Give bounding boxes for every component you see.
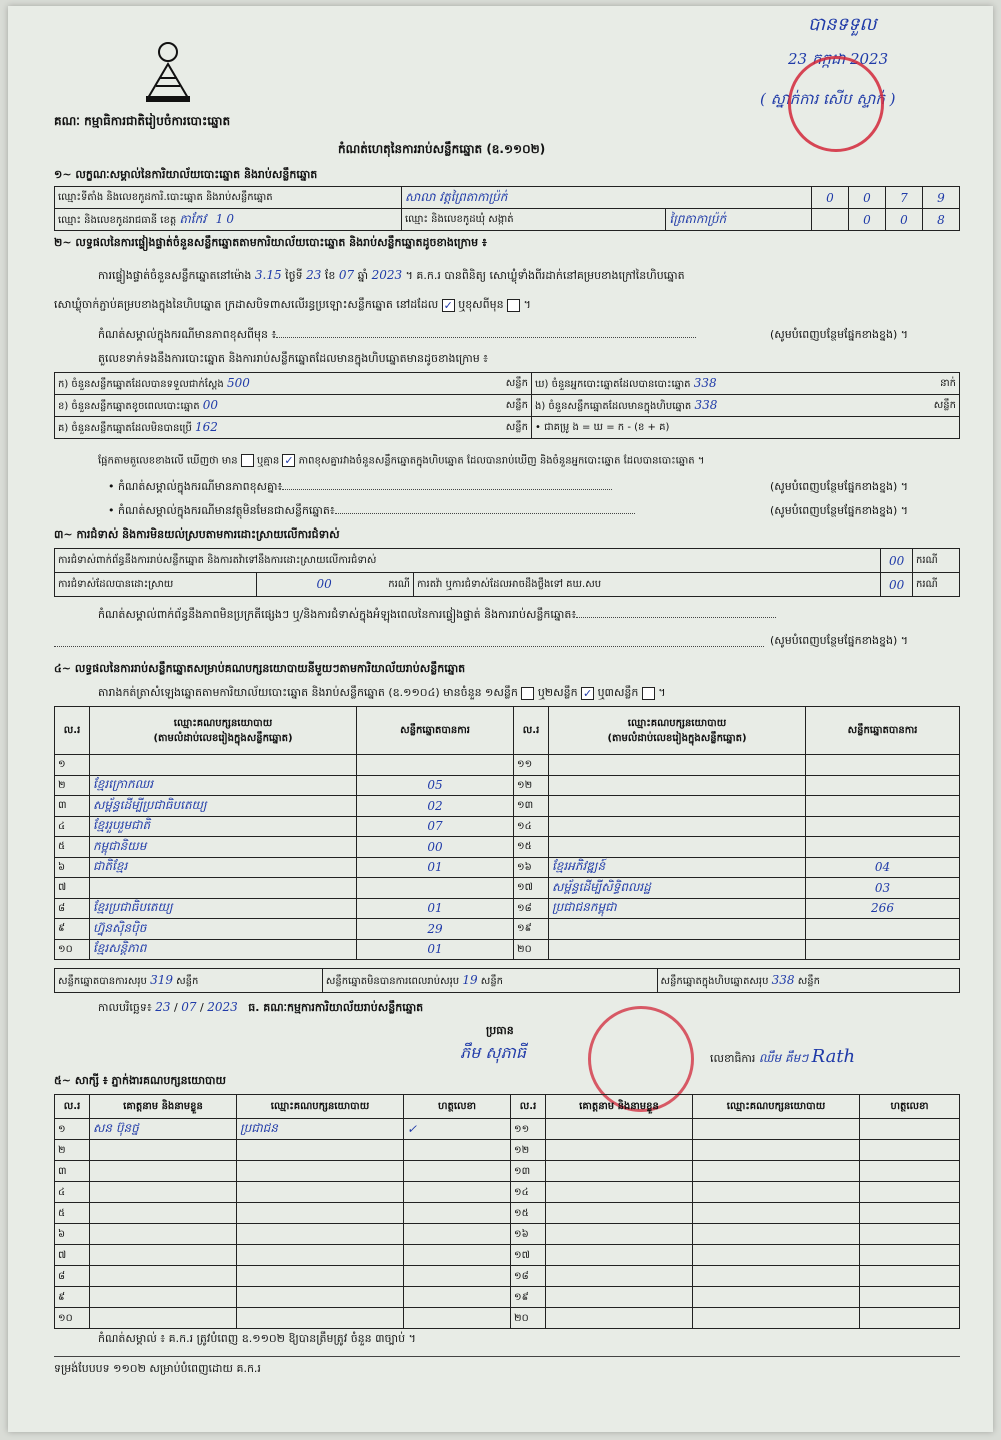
month-value: 07 [338, 268, 355, 282]
figures-table [54, 372, 960, 439]
party-name [549, 919, 806, 940]
row-number: ៤ [55, 816, 90, 837]
col-signature: ហត្ថលេខា [860, 1095, 960, 1119]
table-row [55, 1161, 960, 1182]
unit-case: ករណី [913, 573, 960, 597]
table-row [55, 919, 960, 940]
received-note: ( ស្នាក់ការ សើប ស្ទាក់ ) [760, 90, 896, 108]
year-value: 2023 [371, 268, 403, 282]
chair-label: ប្រធាន [486, 1024, 514, 1037]
party-name [90, 878, 357, 899]
tally-sheets-line: តារាងកត់ត្រាសំឡេងឆ្នោតតាមការិយាល័យបោះឆ្នោត និងរាប់សន្លឹកឆ្នោត (ឧ.១១០៤) មានចំនួន ១សន្លឹក ឬ២សន្លឹក ✓ ឬ៣សន្លឹក ។ [98, 686, 666, 700]
witness-name [90, 1203, 237, 1224]
vote-count [806, 796, 960, 817]
vote-count [806, 919, 960, 940]
col-party: ឈ្មោះគណបក្សនយោបាយ (តាមលំដាប់លេខរៀងក្នុងសន្លឹកឆ្នោត) [549, 707, 806, 755]
witness-party [693, 1182, 860, 1203]
table-row [55, 878, 960, 899]
row-number: ១៦ [511, 1224, 546, 1245]
col-no: ល.រ [55, 1095, 90, 1119]
difference-check-line: ផ្អែកតាមតួលេខខាងលើ ឃើញថា មាន ឬគ្មាន ✓ ភាពខុសគ្នារវាងចំនួនសន្លឹកឆ្នោតក្នុងហិបឆ្នោត ដែលបានរាប់ឃើញ និងចំនួនអ្នកបោះឆ្នោត ដែលបានបោះឆ្នោត ។ [98, 454, 705, 467]
unit-case: ករណី [913, 549, 960, 573]
row-number: ១៩ [511, 1287, 546, 1308]
row-number: ២ [55, 775, 90, 796]
witness-signature [404, 1182, 511, 1203]
row-number: ៥ [55, 837, 90, 858]
row-number: ១៩ [514, 919, 549, 940]
row-number: ៨ [55, 898, 90, 919]
vote-count: 01 [357, 857, 514, 878]
no-difference-checkbox[interactable]: ✓ [284, 454, 294, 467]
resolved-label: ការជំទាស់ដែលបានដោះស្រាយ [55, 573, 257, 597]
row-number: ៣ [55, 1161, 90, 1182]
table-row [55, 816, 960, 837]
witness-signature [404, 1308, 511, 1329]
witness-name [546, 1266, 693, 1287]
witness-signature [860, 1224, 960, 1245]
col-name: គោត្តនាម និងនាមខ្លួន [90, 1095, 237, 1119]
time-value: 3.15 [254, 268, 282, 282]
vote-count [806, 755, 960, 776]
witness-name [546, 1203, 693, 1224]
witness-signature [860, 1245, 960, 1266]
witness-party [237, 1245, 404, 1266]
witness-name [546, 1308, 693, 1329]
commune-digit: 0 [849, 209, 886, 231]
vote-count: 07 [357, 816, 514, 837]
chair-signature: ភឹម សុភាធី [460, 1043, 527, 1062]
form-footer: ទម្រង់បែបបទ ១១០២ សម្រាប់បំពេញដោយ គ.ក.រ [54, 1362, 261, 1375]
location-digit: 0 [849, 187, 886, 209]
witness-name [546, 1224, 693, 1245]
witness-name [90, 1182, 237, 1203]
vote-count: 00 [357, 837, 514, 858]
witness-party [693, 1308, 860, 1329]
commune-label: ឈ្មោះ និងលេខកូដឃុំ សង្កាត់ [402, 209, 666, 231]
changed-checkbox[interactable] [507, 299, 520, 312]
col-no: ល.រ [514, 707, 549, 755]
figure-b: ខ) ចំនួនសន្លឹកឆ្នោតខូចពេលបោះឆ្នោត 00 សន្លឹក [55, 395, 532, 417]
table-row [55, 1266, 960, 1287]
seal-line: សោឃ្លុំចាក់ភ្ជាប់គម្របខាងក្នុងនៃហិបឆ្នោត ក្រដាសបិទពាសលើរន្ធប្រឡោះសន្លឹកឆ្នោត នៅដដែល ✓ ឬខុសពីមុន ។ [54, 298, 531, 312]
total-in-box: សន្លឹកឆ្នោតក្នុងហិបឆ្នោតសរុប 338 សន្លឹក [657, 969, 959, 993]
witness-signature [860, 1287, 960, 1308]
witness-signature [860, 1161, 960, 1182]
irregularity-note: កំណត់សម្គាល់ពាក់ព័ន្ធនឹងភាពមិនប្រក្រតីផ្សេងៗ ឬ/និងការជំទាស់ក្នុងអំឡុងពេលនៃការផ្ទៀងផ្ទាត់ និងការរាប់សន្លឹកឆ្នោត៖ [98, 608, 776, 622]
witness-party [693, 1224, 860, 1245]
section4-title: ៤~ លទ្ធផលនៃការរាប់សន្លឹកឆ្នោតសម្រាប់គណបក្សនយោបាយនីមួយៗតាមការិយាល័យរាប់សន្លឹកឆ្នោត [54, 662, 466, 675]
witness-name [90, 1245, 237, 1266]
row-number: ១០ [55, 1308, 90, 1329]
fill-back-note: (សូមបំពេញបន្ថែមផ្នែកខាងខ្នង) ។ [770, 634, 909, 647]
total-valid: សន្លឹកឆ្នោតបានការសរុប 319 សន្លឹក [55, 969, 323, 993]
section5-title: ៥~ សាក្សី ៖ ភ្នាក់ងារគណបក្សនយោបាយ [54, 1074, 227, 1087]
witness-signature [860, 1266, 960, 1287]
vote-count [357, 878, 514, 899]
section3-title: ៣~ ការជំទាស់ និងការមិនយល់ស្របតាមការដោះស្រាយលើការជំទាស់ [54, 528, 340, 541]
witness-name [90, 1266, 237, 1287]
two-sheet-checkbox[interactable]: ✓ [582, 686, 593, 700]
row-number: ១ [55, 755, 90, 776]
resolved-value: 00 ករណី [257, 573, 414, 597]
totals-table [54, 968, 960, 993]
row-number: ១៨ [514, 898, 549, 919]
fill-back-note: (សូមបំពេញបន្ថែមផ្នែកខាងខ្នង) ។ [770, 328, 909, 341]
witness-name [90, 1308, 237, 1329]
row-number: ៦ [55, 1224, 90, 1245]
one-sheet-checkbox[interactable] [521, 687, 534, 700]
witness-party [693, 1161, 860, 1182]
party-name: សម្ព័ន្ធដើម្បីសិទ្ធិពលរដ្ឋ [549, 878, 806, 899]
form-title: កំណត់ហេតុនៃការរាប់សន្លឹកឆ្នោត (ឧ.១១០២) [338, 142, 546, 156]
witness-signature: ✓ [404, 1119, 511, 1140]
fill-back-note: (សូមបំពេញបន្ថែមផ្នែកខាងខ្នង) ។ [770, 504, 909, 517]
province-label: ឈ្មោះ និងលេខកូដរាជធានី ខេត្ត តាកែវ 1 0 [55, 209, 402, 231]
party-name: សម្ព័ន្ធដើម្បីប្រជាធិបតេយ្យ [90, 796, 357, 817]
row-number: ១៧ [514, 878, 549, 899]
intact-checkbox[interactable]: ✓ [443, 298, 453, 312]
party-name: ហ្វ៊ុនស៊ិនប៉ិច [90, 919, 357, 940]
table-row [55, 775, 960, 796]
party-name [549, 816, 806, 837]
row-number: ៤ [55, 1182, 90, 1203]
secretary-signature: Rath [811, 1046, 856, 1067]
witness-signature [860, 1308, 960, 1329]
party-name: ខ្មែររួបរួមជាតិ [90, 816, 357, 837]
table-row [55, 796, 960, 817]
party-name: ខ្មែរអភិវឌ្ឍន៍ [549, 857, 806, 878]
results-table [54, 706, 960, 960]
col-party: ឈ្មោះគណបក្សនយោបាយ [693, 1095, 860, 1119]
complaint-label: ការជំទាស់ពាក់ព័ន្ធនឹងការរាប់សន្លឹកឆ្នោត និងការតវ៉ាទៅនឹងការដោះស្រាយលើការជំទាស់ [55, 549, 881, 573]
complaint-value: 00 [881, 549, 913, 573]
row-number: ២ [55, 1140, 90, 1161]
row-number: ១១ [514, 755, 549, 776]
witness-name [90, 1161, 237, 1182]
party-name [549, 775, 806, 796]
table-row [55, 1245, 960, 1266]
location-label: ឈ្មោះទីតាំង និងលេខកូដការិ.បោះឆ្នោត និងរាប់សន្លឹកឆ្នោត [55, 187, 402, 209]
vote-count: 01 [357, 898, 514, 919]
vote-count: 03 [806, 878, 960, 899]
col-no: ល.រ [55, 707, 90, 755]
witness-party [237, 1182, 404, 1203]
row-number: ៩ [55, 1287, 90, 1308]
witness-name [546, 1182, 693, 1203]
vote-count: 04 [806, 857, 960, 878]
bullet-difference: • កំណត់សម្គាល់ក្នុងករណីមានភាពខុសគ្នា៖ [108, 480, 612, 494]
witness-name [546, 1140, 693, 1161]
party-name [549, 796, 806, 817]
form-sheet [8, 6, 993, 1432]
witness-signature [860, 1119, 960, 1140]
location-digit: 9 [923, 187, 960, 209]
witness-party [693, 1119, 860, 1140]
witness-signature [404, 1224, 511, 1245]
party-name: ខ្មែរប្រជាធិបតេយ្យ [90, 898, 357, 919]
row-number: ១១ [511, 1119, 546, 1140]
witness-signature [404, 1245, 511, 1266]
bullet-foreign-object: • កំណត់សម្គាល់ក្នុងករណីមានវត្ថុមិនមែនជាសន្លឹកឆ្នោត៖ [108, 504, 635, 518]
location-digit: 7 [886, 187, 923, 209]
vote-count [357, 755, 514, 776]
vote-count [806, 837, 960, 858]
figure-e: ង) ចំនួនសន្លឹកឆ្នោតដែលមានក្នុងហិបឆ្នោត 338 សន្លឹក [532, 395, 960, 417]
table-row [55, 837, 960, 858]
section1-title: ១~ លក្ខណៈសម្គាល់នៃការិយាល័យបោះឆ្នោត និងរាប់សន្លឹកឆ្នោត [54, 168, 318, 181]
party-name: ខ្មែរសន្តិភាព [90, 939, 357, 960]
table-row [55, 1224, 960, 1245]
witness-party [237, 1140, 404, 1161]
witness-party [237, 1224, 404, 1245]
row-number: ២០ [514, 939, 549, 960]
table-row [55, 1308, 960, 1329]
witness-party [237, 1203, 404, 1224]
row-number: ១៥ [511, 1203, 546, 1224]
commune-digit: 8 [923, 209, 960, 231]
dotted-line [54, 646, 764, 647]
witness-party: ប្រជាជន [237, 1119, 404, 1140]
witness-name [546, 1161, 693, 1182]
commune-value: ព្រៃតាកាប្រ៉ក់ [666, 209, 812, 231]
row-number: ១៤ [514, 816, 549, 837]
col-signature: ហត្ថលេខា [404, 1095, 511, 1119]
row-number: ១២ [514, 775, 549, 796]
formula: • ជាគម្រូ ង = ឃ = ក - (ខ + គ) [532, 417, 960, 439]
witness-footnote: កំណត់សម្គាល់ ៖ គ.ក.រ ត្រូវបំពេញ ឧ.១១០២ ឱ្យបានត្រឹមត្រូវ ចំនួន ៣ច្បាប់ ។ [98, 1332, 416, 1345]
witness-name [90, 1224, 237, 1245]
table-row [55, 1287, 960, 1308]
red-seal-stamp [788, 56, 884, 152]
witness-party [237, 1287, 404, 1308]
row-number: ១៦ [514, 857, 549, 878]
secretary-line: លេខាធិការ ឈឹម គឹមៗ Rath [710, 1046, 856, 1067]
witness-name [546, 1287, 693, 1308]
vote-count: 02 [357, 796, 514, 817]
table-row [55, 939, 960, 960]
table-row [55, 1140, 960, 1161]
vote-count [806, 816, 960, 837]
table-row [55, 898, 960, 919]
witness-signature [860, 1140, 960, 1161]
party-name: ខ្មែរក្រោកឈរ [90, 775, 357, 796]
witness-party [693, 1245, 860, 1266]
witness-party [693, 1287, 860, 1308]
row-number: ១៨ [511, 1266, 546, 1287]
witness-party [237, 1308, 404, 1329]
figure-c: គ) ចំនួនសន្លឹកឆ្នោតដែលមិនបានប្រើ 162 សន្លឹក [55, 417, 532, 439]
vote-count: 01 [357, 939, 514, 960]
commune-digit-blank [812, 209, 849, 231]
witness-table [54, 1094, 960, 1329]
witness-party [693, 1203, 860, 1224]
day-value: 23 [306, 268, 322, 282]
party-name: ប្រជាជនកម្ពុជា [549, 898, 806, 919]
witness-signature [404, 1161, 511, 1182]
witness-signature [404, 1266, 511, 1287]
witness-name [90, 1140, 237, 1161]
figures-intro: តួលេខទាក់ទងនឹងការបោះឆ្នោត និងការរាប់សន្លឹកឆ្នោតដែលមានក្នុងហិបឆ្នោតមានដូចខាងក្រោម ៖ [98, 352, 489, 365]
total-invalid: សន្លឹកឆ្នោតមិនបានការពេលរាប់សរុប 19 សន្លឹក [322, 969, 657, 993]
vote-count [806, 939, 960, 960]
row-number: ១៧ [511, 1245, 546, 1266]
three-sheet-checkbox[interactable] [642, 687, 655, 700]
row-number: ២០ [511, 1308, 546, 1329]
row-number: ៨ [55, 1266, 90, 1287]
vote-count: 266 [806, 898, 960, 919]
table-row [55, 1119, 960, 1140]
row-number: ៧ [55, 1245, 90, 1266]
row-number: ១០ [55, 939, 90, 960]
section1-table [54, 186, 960, 231]
witness-party [237, 1161, 404, 1182]
row-number: ១៣ [511, 1161, 546, 1182]
row-number: ៣ [55, 796, 90, 817]
table-row [55, 1182, 960, 1203]
row-number: ៦ [55, 857, 90, 878]
witness-signature [860, 1182, 960, 1203]
witness-signature [860, 1203, 960, 1224]
fill-back-note: (សូមបំពេញបន្ថែមផ្នែកខាងខ្នង) ។ [770, 480, 909, 493]
col-party: ឈ្មោះគណបក្សនយោបាយ (តាមលំដាប់លេខរៀងក្នុងសន្លឹកឆ្នោត) [90, 707, 357, 755]
nec-logo [138, 38, 198, 108]
escalated-value: 00 [881, 573, 913, 597]
col-name: គោត្តនាម និងនាមខ្លួន [546, 1095, 693, 1119]
witness-party [693, 1140, 860, 1161]
row-number: ១២ [511, 1140, 546, 1161]
party-name [90, 755, 357, 776]
org-name: គណៈ កម្មាធិការជាតិរៀបចំការបោះឆ្នោត [54, 114, 231, 128]
row-number: ១៥ [514, 837, 549, 858]
received-date: 23 កក្កដា 2023 [788, 50, 889, 68]
table-row [55, 755, 960, 776]
witness-name [546, 1119, 693, 1140]
party-name: កម្ពុជានិយម [90, 837, 357, 858]
verification-line: ការផ្ទៀងផ្ទាត់ចំនួនសន្លឹកឆ្នោតនៅម៉ោង 3.15 ថ្ងៃទី 23 ខែ 07 ឆ្នាំ 2023 ។ គ.ក.រ បានពិនិត្យ សោឃ្លុំទាំងពីរដាក់នៅគម្របខាងក្រៅនៃហិបឆ្នោត [98, 268, 685, 282]
vote-count [806, 775, 960, 796]
received-label: បានទទួល [808, 14, 877, 35]
signature-date-line: កាលបរិច្ឆេទ៖ 23 / 07 / 2023 ធ. គណៈកម្មការការិយាល័យរាប់សន្លឹកឆ្នោត [98, 1000, 424, 1014]
location-digit: 0 [812, 187, 849, 209]
figure-d: ឃ) ចំនួនអ្នកបោះឆ្នោតដែលបានបោះឆ្នោត 338 នាក់ [532, 373, 960, 395]
witness-name [90, 1287, 237, 1308]
witness-name: សន ប៊ុនថ្ន [90, 1119, 237, 1140]
witness-signature [404, 1203, 511, 1224]
party-name: ជាតិខ្មែរ [90, 857, 357, 878]
row-number: ១ [55, 1119, 90, 1140]
escalated-label: ការតវ៉ា ឬការជំទាស់ដែលអាចដឹងថ្លឹងទៅ គឃ.សប [414, 573, 881, 597]
party-name [549, 939, 806, 960]
location-value: សាលា វត្តព្រៃតាកាប្រ៉ក់ [402, 187, 812, 209]
row-number: ១៣ [514, 796, 549, 817]
row-number: ៩ [55, 919, 90, 940]
row-number: ៥ [55, 1203, 90, 1224]
witness-signature [404, 1287, 511, 1308]
witness-party [693, 1266, 860, 1287]
footer-rule [54, 1356, 960, 1357]
has-difference-checkbox[interactable] [241, 454, 254, 467]
vote-count: 29 [357, 919, 514, 940]
party-name [549, 837, 806, 858]
complaints-table [54, 548, 960, 597]
witness-party [237, 1266, 404, 1287]
table-row [55, 857, 960, 878]
witness-name [546, 1245, 693, 1266]
commune-digit: 0 [886, 209, 923, 231]
col-no: ល.រ [511, 1095, 546, 1119]
col-party: ឈ្មោះគណបក្សនយោបាយ [237, 1095, 404, 1119]
col-votes: សន្លឹកឆ្នោតបានការ [357, 707, 514, 755]
figure-a: ក) ចំនួនសន្លឹកឆ្នោតដែលបានទទួលជាក់ស្តែង 500 សន្លឹក [55, 373, 532, 395]
party-name [549, 755, 806, 776]
table-row [55, 1203, 960, 1224]
difference-note-line: កំណត់សម្គាល់ក្នុងករណីមានភាពខុសពីមុន ៖ [98, 328, 696, 342]
col-votes: សន្លឹកឆ្នោតបានការ [806, 707, 960, 755]
witness-signature [404, 1140, 511, 1161]
row-number: ១៤ [511, 1182, 546, 1203]
section2-title: ២~ លទ្ធផលនៃការផ្ទៀងផ្ទាត់ចំនួនសន្លឹកឆ្នោតតាមការិយាល័យបោះឆ្នោត និងរាប់សន្លឹកឆ្នោតដូចខាងក្រោម ៖ [54, 236, 487, 249]
row-number: ៧ [55, 878, 90, 899]
vote-count: 05 [357, 775, 514, 796]
